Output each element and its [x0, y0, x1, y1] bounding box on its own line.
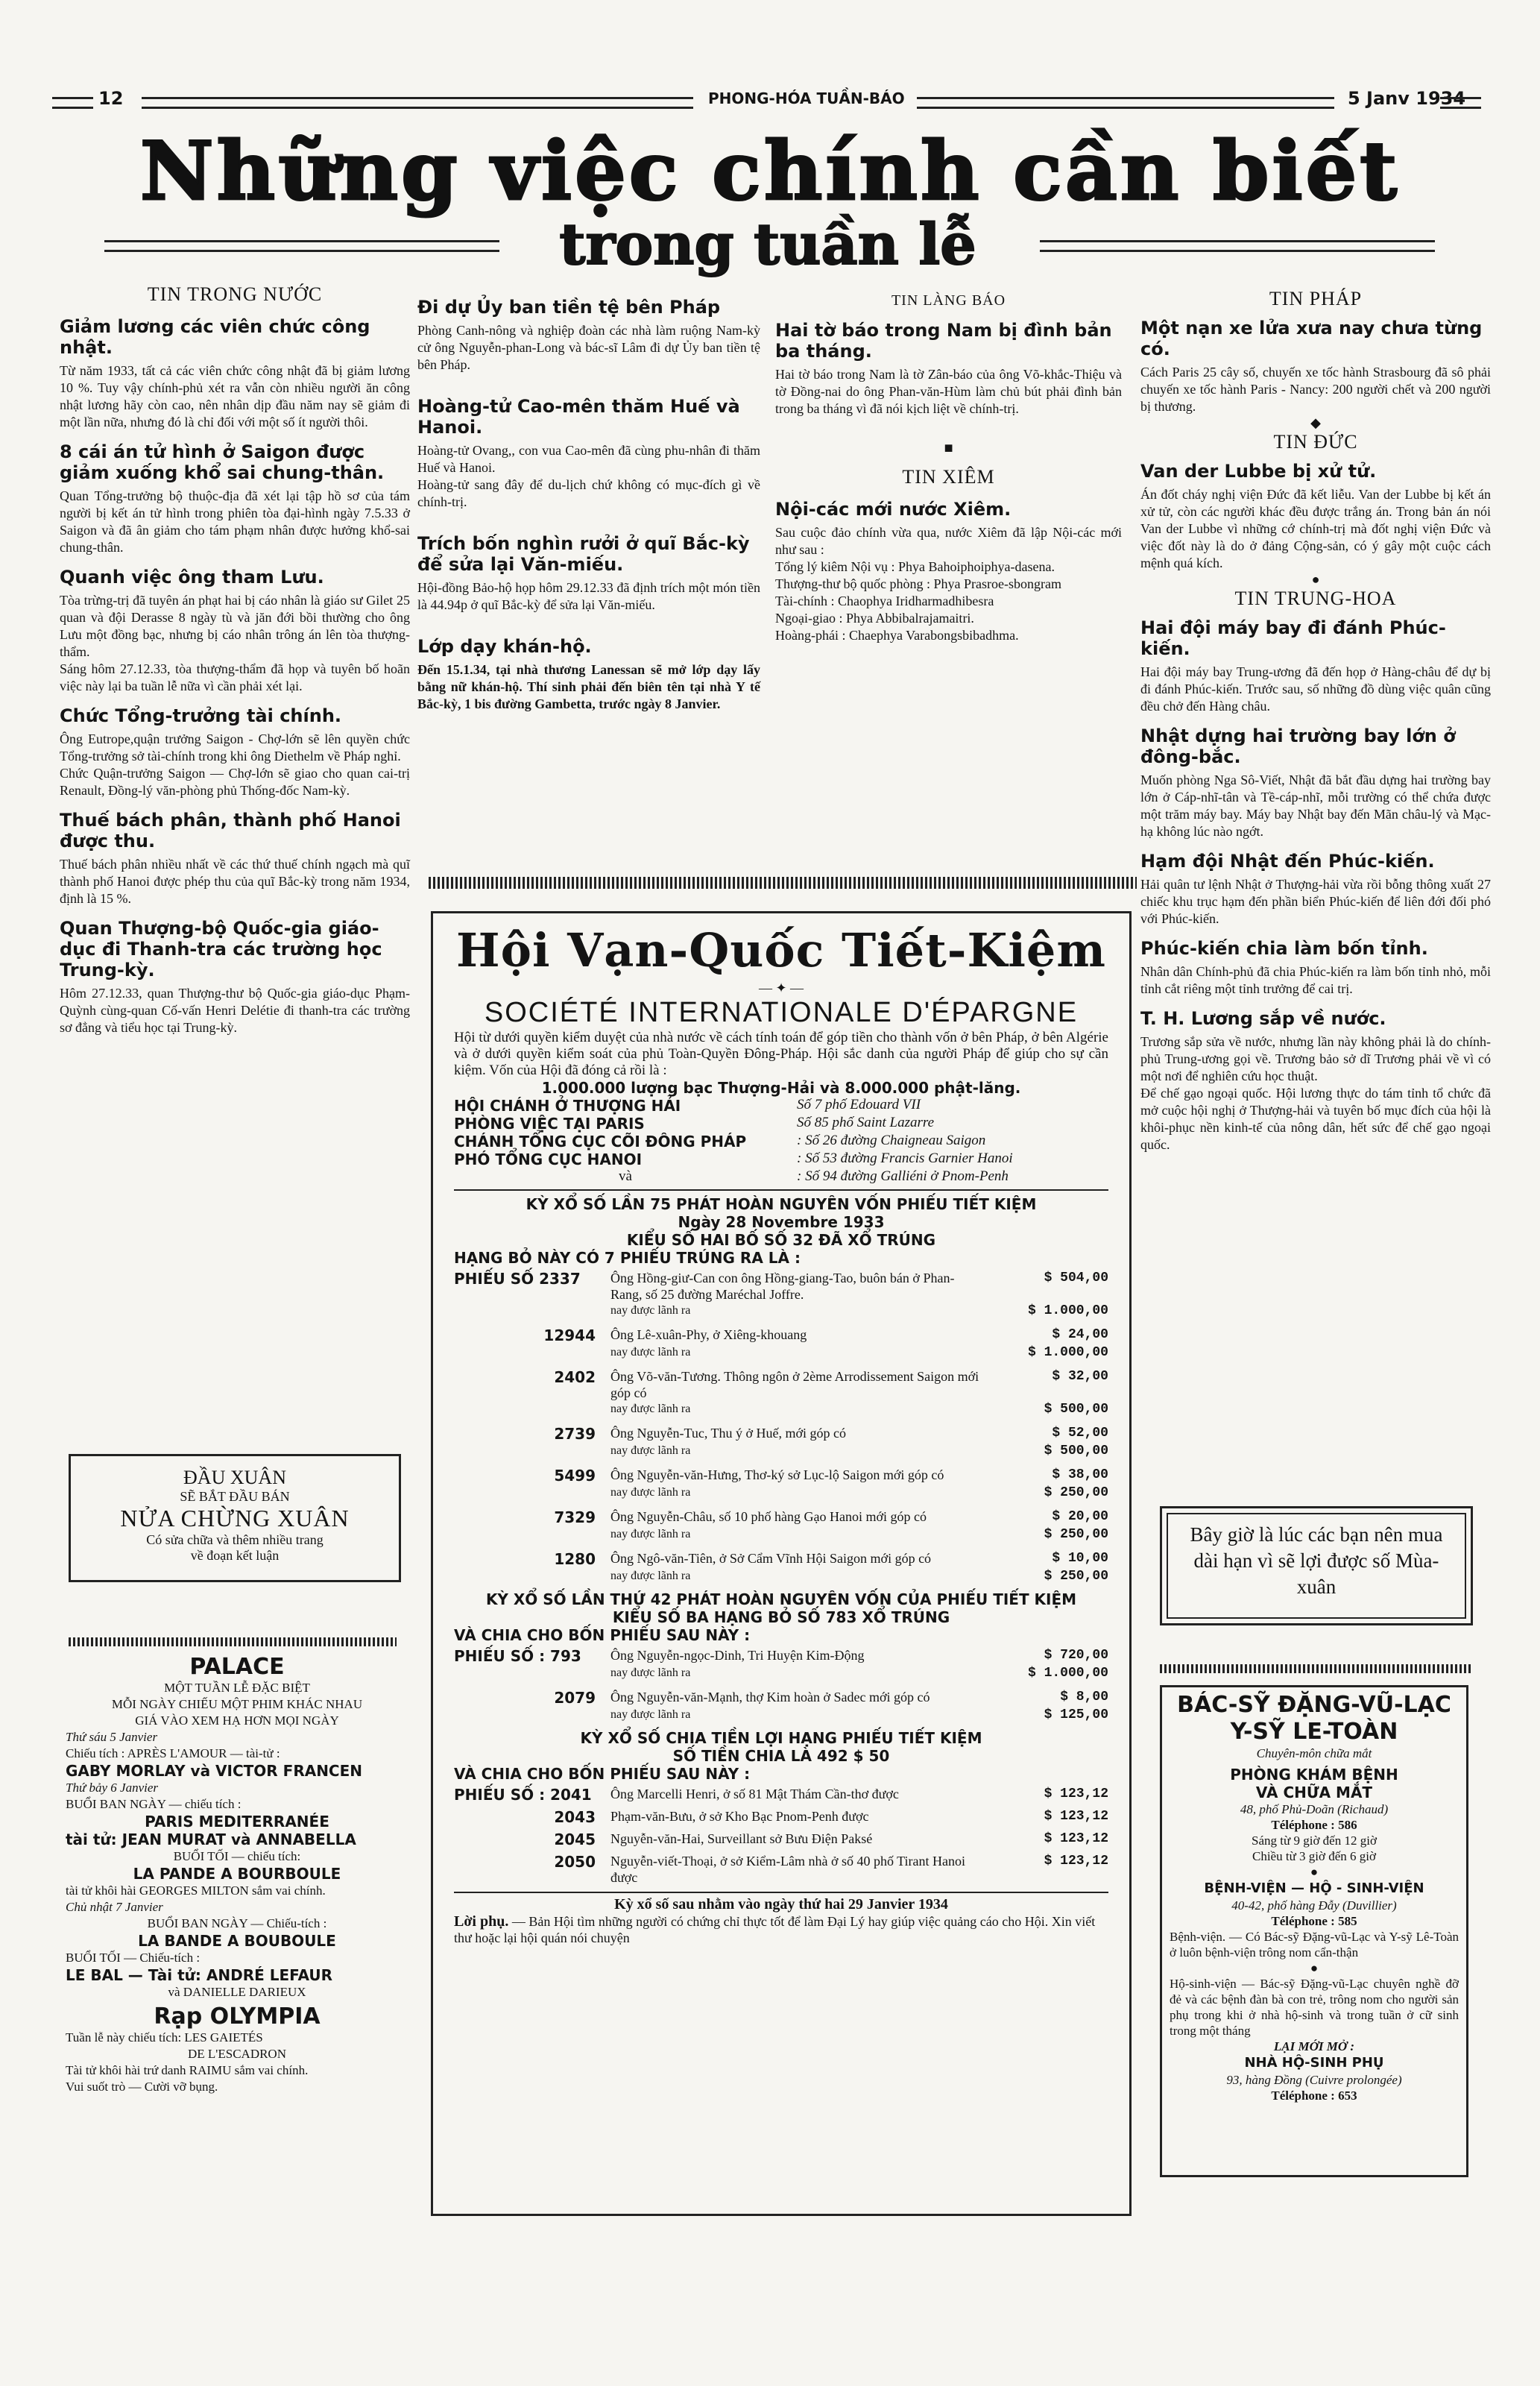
amount-payout: $ 250,00: [1044, 1569, 1108, 1584]
issue-date: 5 Janv 1934: [1348, 88, 1466, 109]
page-number: 12: [98, 88, 124, 109]
palace-show: BUỔI BAN NGÀY — chiếu tích :: [66, 1797, 242, 1811]
amount-payout: $ 1.000,00: [1027, 1666, 1108, 1681]
palace-cinema-ad: [66, 1654, 408, 2095]
palace-cast: LE BAL — Tài tử: ANDRÉ LEFAUR: [66, 1966, 332, 1984]
article-head: Lớp dạy khán-hộ.: [417, 636, 592, 657]
doctor-line: Hộ-sinh-viện — Bác-sỹ Đặng-vũ-Lạc chuyên nghề đỡ đẻ và các bệnh đàn bà con trẻ, trông nom cho người sản phụ trong khi ở nhà hộ-sinh và trong tuần ở cữ sinh trong một tháng: [1170, 1977, 1459, 2038]
palace-film: PARIS MEDITERRANÉE: [145, 1813, 329, 1831]
article-body: Từ năm 1933, tất cả các viên chức công nhật đã bị giảm lương 10 %. Tuy vậy chính-phủ xét ra vẫn còn nhiều người ăn công nhật lương hãy còn cao, nên nhân dịp đầu năm nay sẽ giảm đi một lần nữa, nhưng đó là chỉ đối với một số ít người thôi.: [60, 363, 410, 429]
office-name: PHÓ TỔNG CỤC HANOI: [454, 1150, 643, 1168]
minister-line: Tổng lý kiêm Nội vụ : Phya Bahoiphoiphya-dasena.: [775, 559, 1055, 574]
bank-rule: [454, 1189, 1108, 1191]
ticket-number: PHIẾU SỐ 2337: [454, 1270, 581, 1288]
article-body: Hai tờ báo trong Nam là tờ Zân-báo của ông Võ-khắc-Thiệu và tờ Đồng-nai do ông Phan-văn-Hùm làm chủ bút phải đình bản trong ba tháng vì đã nói kịch liệt về chính-trị.: [775, 367, 1122, 416]
article-head: Trích bốn nghìn rưởi ở quĩ Bắc-kỳ để sửa lại Văn-miếu.: [417, 533, 750, 575]
amount-paid: $ 32,00: [1052, 1369, 1108, 1384]
doctor-line: Chuyên-môn chữa mắt: [1256, 1746, 1372, 1760]
ad-line: về đoạn kết luận: [190, 1548, 280, 1563]
amount-share: $ 123,12: [1044, 1809, 1108, 1824]
ticket-number: 2043: [554, 1808, 596, 1826]
article-head: T. H. Lương sắp về nước.: [1140, 1008, 1386, 1029]
amount-paid: $ 10,00: [1052, 1551, 1108, 1566]
page-header: [52, 88, 1483, 115]
section-siam: TIN XIÊM: [902, 466, 995, 488]
ticket-number: 2050: [554, 1853, 596, 1871]
label-payout: nay được lãnh ra: [610, 1486, 691, 1499]
header-rule-mid-right: [917, 97, 1334, 109]
separator-icon: ●: [1310, 1865, 1319, 1879]
article-body: Quan Tổng-trưởng bộ thuộc-địa đã xét lại tập hồ sơ của tám người bị kết án tử hình trong phiên tòa đại-hình ngày 7.5.33 ở Saigon và đã ân giảm cho tám phạm nhân được hưởng khổ-sai chung-thân.: [60, 488, 410, 555]
label-payout: nay được lãnh ra: [610, 1708, 691, 1721]
label-payout: nay được lãnh ra: [610, 1444, 691, 1457]
winner-list: [454, 1270, 1108, 1584]
olympia-line: Tài tử khôi hài trứ danh RAIMU sắm vai chính.: [66, 2063, 309, 2077]
label-payout: nay được lãnh ra: [610, 1666, 691, 1679]
office-address: : Số 26 đường Chaigneau Saigon: [797, 1133, 986, 1148]
amount-paid: $ 24,00: [1052, 1327, 1108, 1342]
label-payout: nay được lãnh ra: [610, 1346, 691, 1359]
minister-line: Hoàng-phái : Chaephya Varabongsbibadhma.: [775, 628, 1019, 643]
winner-name: Nguyễn-viết-Thoại, ở sở Kiểm-Lâm nhà ở số 40 phố Tirant Hanoi được: [610, 1854, 965, 1885]
article-body: Án đốt cháy nghị viện Đức đã kết liễu. Van der Lubbe bị kết án xử tử, còn các người khác đều được trắng án. Trong bản án nói Van der Lubbe vì những cớ chính-trị mà đốt nghị viện Đức và việc đốt này là do ở đảng Cộng-sản, có ý gây một cuộc cách mệnh quá kích.: [1140, 487, 1491, 570]
article-head: Hai tờ báo trong Nam bị đình bản ba tháng.: [775, 320, 1112, 362]
article-body: Hội-đồng Bảo-hộ họp hôm 29.12.33 đã định trích một món tiền là 44.94p ở quĩ Bắc-kỳ để sửa lại Văn-miếu.: [417, 580, 760, 612]
winner-row: [454, 1786, 1108, 1804]
article-head: Một nạn xe lửa xưa nay chưa từng có.: [1140, 318, 1483, 359]
winner-row: [454, 1808, 1108, 1826]
article-body: Hai đội máy bay Trung-ương đã đến họp ở Hàng-châu để dự bị đi đánh Phúc-kiến. Trước sau, số những đồ dùng việc quân cũng đều chở đến Hàng châu.: [1140, 664, 1491, 714]
amount-paid: $ 720,00: [1044, 1648, 1108, 1663]
article-head: Nội-các mới nước Xiêm.: [775, 499, 1012, 520]
amount-payout: $ 500,00: [1044, 1402, 1108, 1417]
winner-row: [454, 1831, 1108, 1848]
ticket-number: 2045: [554, 1831, 596, 1848]
article-head: Chức Tổng-trưởng tài chính.: [60, 705, 342, 726]
palace-show: BUỔI TỐI — chiếu tích:: [173, 1849, 301, 1863]
doctor-subtitle: Y-SỸ LE-TOÀN: [1230, 1719, 1398, 1745]
minister-line: Thượng-thư bộ quốc phòng : Phya Prasroe-sbongram: [775, 576, 1061, 591]
office-name: PHÒNG VIỆC TẠI PARIS: [454, 1115, 645, 1133]
palace-cast: tài tử: JEAN MURAT và ANNABELLA: [66, 1831, 356, 1848]
winner-row: [454, 1508, 1108, 1543]
winner-name: Ông Nguyễn-văn-Hưng, Thơ-ký sở Lục-lộ Saigon mới góp có: [610, 1467, 944, 1482]
article-head: Hai đội máy bay đi đánh Phúc-kiến.: [1140, 617, 1446, 659]
article-body: Hải quân tư lệnh Nhật ở Thượng-hải vừa rồi bỗng thông xuất 27 chiếc khu trục hạm đến phần biển Phúc-kiến để liên đới đối phó với Phúc-kiến.: [1140, 877, 1491, 926]
winner-row: [454, 1326, 1108, 1361]
office-name: CHÁNH TỔNG CỤC CÕI ĐÔNG PHÁP: [454, 1133, 747, 1150]
doctor-line: NHÀ HỘ-SINH PHỤ: [1244, 2055, 1384, 2071]
article-head: Phúc-kiến chia làm bốn tỉnh.: [1140, 938, 1428, 959]
article-body: Trương sắp sửa về nước, nhưng lần này không phải là do chính-phủ Trung-ương gọi về. Trương bảo sở dĩ Trương phải về vì có một nơi để nghiên cứu học thuật.: [1140, 1034, 1491, 1083]
ticket-number: 2402: [554, 1368, 596, 1386]
column-domestic-news: [60, 283, 410, 1036]
bank-intro: Hội từ dưới quyền kiểm duyệt của nhà nước về cách tính toán để góp tiền cho thành vốn ở bên Pháp, ở bên Algérie và ở dưới quyền kiểm soát của phủ Toàn-Quyền Đông-Pháp. Hội sắc danh của người Pháp để giúp cho sự cần kiệm. Vốn của Hội đã đóng cả rồi là :: [454, 1030, 1108, 1078]
section-domestic: TIN TRONG NƯỚC: [147, 283, 323, 305]
label-payout: nay được lãnh ra: [610, 1570, 691, 1582]
header-rule-left: [52, 97, 93, 109]
winner-name: Ông Ngô-văn-Tiên, ở Sở Cẩm Vĩnh Hội Saigon mới góp có: [610, 1551, 932, 1566]
office-address: : Số 53 đường Francis Garnier Hanoi: [797, 1150, 1013, 1166]
olympia-line: Vui suốt trò — Cười vỡ bụng.: [66, 2080, 218, 2094]
section-china: TIN TRUNG-HOA: [1234, 588, 1397, 609]
winner-row: [454, 1270, 1108, 1319]
article-body: Thuế bách phân nhiều nhất về các thứ thuế chính ngạch mà quĩ thành phố Hanoi được phép thu của quĩ Bắc-kỳ trong năm 1934, định là 15 %.: [60, 857, 410, 906]
article-head: Quanh việc ông tham Lưu.: [60, 567, 324, 588]
minister-line: Ngoại-giao : Phya Abbibalrajamaitri.: [775, 611, 974, 626]
bank-ad: [431, 911, 1132, 2216]
draw-class: VÀ CHIA CHO BỐN PHIẾU SAU NÀY :: [454, 1765, 751, 1783]
article-head: Thuế bách phân, thành phố Hanoi được thu.: [60, 810, 401, 852]
palace-cast: GABY MORLAY và VICTOR FRANCEN: [66, 1762, 363, 1780]
winner-list: [454, 1647, 1108, 1723]
draw-class: VÀ CHIA CHO BỐN PHIẾU SAU NÀY :: [454, 1626, 751, 1644]
doctor-line: LẠI MỚI MỞ :: [1273, 2039, 1355, 2053]
doctor-line: Téléphone : 585: [1271, 1914, 1357, 1928]
doctor-ad: [1160, 1685, 1468, 2177]
amount-paid: $ 38,00: [1052, 1467, 1108, 1482]
note-text: — Bản Hội tìm những người có chứng chỉ thực tốt để làm Đại Lý hay giúp việc quảng cáo cho Hội. Xin viết thư hoặc lại hội quán nói chuyện: [454, 1914, 1096, 1945]
amount-paid: $ 8,00: [1060, 1690, 1108, 1704]
section-germany: TIN ĐỨC: [1273, 431, 1358, 453]
winner-row: [454, 1368, 1108, 1417]
ticket-number: 12944: [543, 1326, 596, 1344]
minister-line: Tài-chính : Chaophya Iridharmadhibesra: [775, 594, 994, 608]
office-name: và: [619, 1168, 632, 1184]
article-head: Hoàng-tử Cao-mên thăm Huế và Hanoi.: [417, 396, 740, 438]
winner-row: [454, 1689, 1108, 1723]
article-head: Hạm đội Nhật đến Phúc-kiến.: [1140, 851, 1435, 872]
bank-ornament: — ✦ —: [758, 980, 804, 995]
article-body: Tòa trừng-trị đã tuyên án phạt hai bị cáo nhân là giáo sư Gilet 25 quan và đội Derasse 8 ngày tù và jăn đới bồi thường cho ông Lưu một đồng bạc, nhưng bị cáo nhân trông án lên tòa thượng-thẩm.: [60, 593, 410, 659]
doctor-line: PHÒNG KHÁM BỆNH: [1230, 1766, 1398, 1784]
page-title: Những việc chính cần biết: [139, 125, 1401, 218]
article-head: 8 cái án tử hình ở Saigon được giảm xuống khổ sai chung-thân.: [60, 441, 385, 483]
article-body: Sau cuộc đảo chính vừa qua, nước Xiêm đã lập Nội-các mới như sau :: [775, 525, 1122, 557]
section-france: TIN PHÁP: [1269, 288, 1363, 309]
winner-name: Ông Võ-văn-Tương. Thông ngôn ở 2ème Arrodissement Saigon mới góp có: [610, 1369, 979, 1400]
bank-subtitle: SOCIÉTÉ INTERNATIONALE D'ÉPARGNE: [484, 997, 1079, 1028]
palace-show: Chiếu tích : APRÈS L'AMOUR — tài-tử :: [66, 1746, 280, 1760]
olympia-line: Tuần lễ này chiếu tích: LES GAIETÉS: [66, 2030, 263, 2045]
ad-line: NỬA CHỪNG XUÂN: [120, 1505, 350, 1532]
article-head: Giảm lương các viên chức công nhật.: [60, 316, 370, 358]
palace-day: Thứ sáu 5 Janvier: [66, 1730, 158, 1744]
label-payout: nay được lãnh ra: [610, 1304, 691, 1317]
palace-film: LA PANDE A BOURBOULE: [133, 1865, 341, 1883]
palace-film: LA BANDE A BOUBOULE: [138, 1932, 336, 1950]
palace-show: BUỔI TỐI — Chiếu-tích :: [66, 1951, 201, 1965]
doctor-line: Téléphone : 653: [1271, 2088, 1357, 2103]
doctor-line: Bệnh-viện. — Có Bác-sỹ Đặng-vũ-Lạc và Y-sỹ Lê-Toàn ở luôn bệnh-viện trông nom cẩn-thận: [1170, 1930, 1459, 1960]
winner-name: Ông Hồng-giư-Can con ông Hồng-giang-Tao, buôn bán ở Phan-Rang, số 25 đường Maréchal Joffre.: [610, 1271, 955, 1302]
ad-line: ĐẦU XUÂN: [183, 1467, 286, 1488]
article-body: Nhân dân Chính-phủ đã chia Phúc-kiến ra làm bốn tỉnh nhỏ, mỗi tỉnh cắt riêng một tỉnh trưởng để cai trị.: [1140, 964, 1491, 996]
winner-name: Ông Marcelli Henri, ở số 81 Mật Thám Cần-thơ được: [610, 1787, 899, 1801]
amount-share: $ 123,12: [1044, 1787, 1108, 1801]
note-label: Lời phụ.: [454, 1913, 509, 1930]
doctor-line: Chiều từ 3 giờ đến 6 giờ: [1252, 1849, 1376, 1863]
paper-name: PHONG-HÓA TUẦN-BÁO: [708, 89, 905, 107]
olympia-line: DE L'ESCADRON: [188, 2047, 286, 2061]
separator-icon: ●: [1310, 1961, 1319, 1975]
doctor-line: 93, hàng Đồng (Cuivre prolongée): [1226, 2073, 1402, 2087]
article-head: Quan Thượng-bộ Quốc-gia giáo-dục đi Thanh-tra các trường học Trung-kỳ.: [60, 918, 382, 980]
article-body: Ông Eutrope,quận trưởng Saigon - Chợ-lớn sẽ lên quyền chức Tổng-trưởng sở tài-chính trong khi ông Diethelm về Pháp nghỉ.: [60, 731, 410, 764]
next-draw: Kỳ xổ số sau nhằm vào ngày thứ hai 29 Janvier 1934: [614, 1896, 948, 1913]
ticket-number: 1280: [554, 1550, 596, 1568]
amount-paid: $ 20,00: [1052, 1509, 1108, 1524]
draw-title: KỲ XỔ SỐ LẦN THỨ 42 PHÁT HOÀN NGUYÊN VỐN CỦA PHIẾU TIẾT KIỆM: [485, 1590, 1077, 1608]
winner-name: Ông Nguyễn-Châu, số 10 phố hàng Gạo Hanoi mới góp có: [610, 1509, 927, 1524]
ad-line: Có sửa chữa và thêm nhiều trang: [146, 1532, 324, 1547]
column-foreign-news: [1140, 288, 1491, 1153]
draw-subtitle: SỐ TIỀN CHIA LÀ 492 $ 50: [672, 1747, 890, 1765]
office-address: Số 7 phố Edouard VII: [797, 1097, 921, 1112]
olympia-title: Rạp OLYMPIA: [154, 2003, 321, 2030]
subtitle-rule-left: [104, 240, 499, 252]
header-rule-right: [1440, 97, 1481, 109]
palace-show: BUỔI BAN NGÀY — Chiếu-tích :: [147, 1916, 327, 1930]
palace-cast: và DANIELLE DARIEUX: [168, 1985, 306, 1999]
article-body: Cách Paris 25 cây số, chuyến xe tốc hành Strasbourg đã sô phải chuyến xe tốc hành Paris - Nancy: 200 người chết và 200 người bị thương.: [1140, 365, 1491, 414]
separator-icon: ●: [1311, 572, 1320, 587]
ticket-number: PHIẾU SỐ : 2041: [454, 1786, 592, 1804]
article-body: Phòng Canh-nông và nghiệp đoàn các nhà làm ruộng Nam-kỳ cử ông Nguyễn-phan-Long và bác-sĩ Lâm đi dự Ủy ban tiền tệ bên Pháp.: [417, 323, 760, 372]
palace-line: GIÁ VÀO XEM HẠ HƠN MỌI NGÀY: [135, 1713, 339, 1728]
draw-title: KỲ XỔ SỐ LẦN 75 PHÁT HOÀN NGUYÊN VỐN PHIẾU TIẾT KIỆM: [526, 1195, 1037, 1213]
ad-subscribe-box: [1160, 1506, 1473, 1625]
subtitle-rule-right: [1040, 240, 1435, 252]
office-name: HỘI CHÁNH Ở THƯỢNG HẢI: [454, 1097, 681, 1115]
amount-payout: $ 125,00: [1044, 1707, 1108, 1722]
palace-day: Thứ bảy 6 Janvier: [66, 1781, 158, 1795]
article-body: Chức Quận-trưởng Saigon — Chợ-lớn sẽ giao cho quan cai-trị Renault, Đồng-lý văn-phòng phủ Thống-đốc Nam-kỳ.: [60, 766, 410, 798]
amount-paid: $ 504,00: [1044, 1271, 1108, 1285]
palace-title: PALACE: [189, 1654, 285, 1680]
draw-subtitle: KIỂU SỐ HAI BỐ SỐ 32 ĐÃ XỔ TRÚNG: [626, 1231, 936, 1249]
bank-title: Hội Vạn-Quốc Tiết-Kiệm: [456, 923, 1106, 978]
article-body: Để chế gạo ngoại quốc. Hội lương thực do tám tỉnh tổ chức đã mở cuộc hội nghị ở Thượng-hải và tuyên bố mục đích của hội là khôi-phục nền kinh-tế của nông dân, hết sức để chế gạo ngoại quốc.: [1140, 1086, 1491, 1152]
amount-share: $ 123,12: [1044, 1831, 1108, 1846]
article-head: Van der Lubbe bị xử tử.: [1140, 461, 1377, 482]
article-body: Muốn phòng Nga Sô-Viết, Nhật đã bắt đầu dựng hai trường bay lớn ở Cáp-nhĩ-tân và Tề-cáp-nhĩ, mỗi trường có thể chứa được một trăm máy bay. Máy bay Nhật bay đến Mãn châu-lý và Mạc-hạ không lúc nào ngớt.: [1140, 772, 1491, 839]
doctor-line: 40-42, phố hàng Đẫy (Duvillier): [1231, 1898, 1397, 1913]
article-head: Nhật dựng hai trường bay lớn ở đông-bắc.: [1140, 725, 1456, 767]
label-payout: nay được lãnh ra: [610, 1403, 691, 1415]
doctor-line: Téléphone : 586: [1271, 1818, 1357, 1832]
office-address: : Số 94 đường Galliéni ở Pnom-Penh: [797, 1168, 1009, 1184]
article-head: Đi dự Ủy ban tiền tệ bên Pháp: [417, 297, 721, 318]
amount-share: $ 123,12: [1044, 1854, 1108, 1869]
ad-line: SẼ BẮT ĐẦU BÁN: [180, 1489, 290, 1504]
doctor-line: 48, phố Phủ-Doãn (Richaud): [1240, 1802, 1389, 1816]
ticket-number: 5499: [554, 1467, 596, 1485]
winner-name: Phạm-văn-Bưu, ở sở Kho Bạc Pnom-Penh được: [610, 1809, 869, 1824]
draw-title: KỲ XỔ SỐ CHIA TIỀN LỢI HẠNG PHIẾU TIẾT KIỆM: [580, 1729, 982, 1747]
winner-row: [454, 1647, 1108, 1681]
ticket-number: 7329: [554, 1508, 596, 1526]
separator-icon: ■: [944, 440, 953, 456]
label-payout: nay được lãnh ra: [610, 1528, 691, 1540]
bank-note: [454, 1913, 1108, 1946]
ticket-number: PHIẾU SỐ : 793: [454, 1647, 581, 1665]
column-divider: [69, 1637, 397, 1646]
article-body: Hoàng-tử sang đây để du-lịch chứ không có mục-đích gì về chính-trị.: [417, 477, 760, 509]
bank-capital: 1.000.000 lượng bạc Thượng-Hải và 8.000.000 phật-lăng.: [541, 1079, 1021, 1097]
ad-nua-chung-xuan: [69, 1454, 401, 1582]
palace-cast: tài tử khôi hài GEORGES MILTON sắm vai chính.: [66, 1883, 326, 1898]
article-body: Sáng hôm 27.12.33, tòa thượng-thẩm đã họp và tuyên bố hoãn việc này lại ba tuần lễ nữa vì cần phải xét lại.: [60, 661, 410, 693]
doctor-line: BỆNH-VIỆN — HỘ - SINH-VIỆN: [1204, 1880, 1424, 1896]
doctor-line: Sáng từ 9 giờ đến 12 giờ: [1252, 1833, 1377, 1848]
bank-offices: [454, 1097, 1108, 1185]
separator-icon: ◆: [1310, 415, 1321, 430]
draw-date: Ngày 28 Novembre 1933: [678, 1213, 885, 1231]
column-middle-right: [775, 292, 1122, 644]
draw-class: HẠNG BỎ NÀY CÓ 7 PHIẾU TRÚNG RA LÀ :: [454, 1249, 801, 1267]
section-press: TIN LÀNG BÁO: [891, 292, 1006, 309]
winner-name: Ông Lê-xuân-Phy, ở Xiêng-khouang: [610, 1327, 807, 1342]
doctor-line: VÀ CHỮA MẮT: [1255, 1784, 1373, 1801]
ad-subscribe-text: Bây giờ là lúc các bạn nên mua dài hạn vì sẽ lợi được số Mùa-xuân: [1167, 1513, 1466, 1619]
bank-rule: [454, 1892, 1108, 1893]
header-rule-mid-left: [142, 97, 693, 109]
amount-payout: $ 250,00: [1044, 1527, 1108, 1542]
winner-row: [454, 1467, 1108, 1501]
palace-line: MỘT TUẦN LỄ ĐẶC BIỆT: [164, 1681, 310, 1695]
article-body: Đến 15.1.34, tại nhà thương Lanessan sẽ mở lớp dạy lấy bằng nữ khán-hộ. Thí sinh phải đến biên tên tại nhà Y tế Bắc-kỳ, 1 bis đường Gambetta, trước ngày 8 Janvier.: [417, 662, 760, 711]
amount-paid: $ 52,00: [1052, 1426, 1108, 1441]
article-body: Hôm 27.12.33, quan Thượng-thư bộ Quốc-gia giáo-dục Phạm-Quỳnh cùng-quan Cố-vấn Henri Delétie đi thanh-tra các trường sơ đẳng và tiểu học tại Trung-kỳ.: [60, 986, 410, 1035]
amount-payout: $ 1.000,00: [1027, 1345, 1108, 1360]
article-body: Hoàng-tử Ovang,, con vua Cao-mên đã cùng phu-nhân đi thăm Huế và Hanoi.: [417, 443, 760, 475]
winner-name: Ông Nguyễn-Tuc, Thu ý ở Huế, mới góp có: [610, 1426, 847, 1441]
column-divider: [1160, 1664, 1473, 1673]
page-subtitle: trong tuần lễ: [559, 211, 976, 277]
bank-ad-top-rule: [429, 877, 1137, 889]
column-middle-left: [417, 297, 760, 713]
amount-payout: $ 500,00: [1044, 1444, 1108, 1458]
amount-payout: $ 250,00: [1044, 1485, 1108, 1500]
ticket-number: 2739: [554, 1425, 596, 1443]
winner-list: [454, 1786, 1108, 1886]
palace-line: MỖI NGÀY CHIẾU MỘT PHIM KHÁC NHAU: [111, 1697, 363, 1711]
winner-name: Ông Nguyễn-văn-Mạnh, thợ Kim hoàn ở Sadec mới góp có: [610, 1690, 930, 1704]
winner-name: Ông Nguyễn-ngọc-Dinh, Tri Huyện Kim-Động: [610, 1648, 865, 1663]
winner-row: [454, 1853, 1108, 1886]
draw-subtitle: KIỂU SỐ BA HẠNG BỎ SỐ 783 XỔ TRÚNG: [612, 1608, 950, 1626]
winner-row: [454, 1550, 1108, 1584]
ticket-number: 2079: [554, 1689, 596, 1707]
office-address: Số 85 phố Saint Lazarre: [797, 1115, 935, 1130]
doctor-title: BÁC-SỸ ĐẶNG-VŨ-LẠC: [1177, 1692, 1451, 1718]
winner-name: Nguyễn-văn-Hai, Surveillant sở Bưu Điện Paksé: [610, 1831, 873, 1846]
winner-row: [454, 1425, 1108, 1459]
palace-day: Chủ nhật 7 Janvier: [66, 1900, 163, 1914]
amount-payout: $ 1.000,00: [1027, 1303, 1108, 1318]
